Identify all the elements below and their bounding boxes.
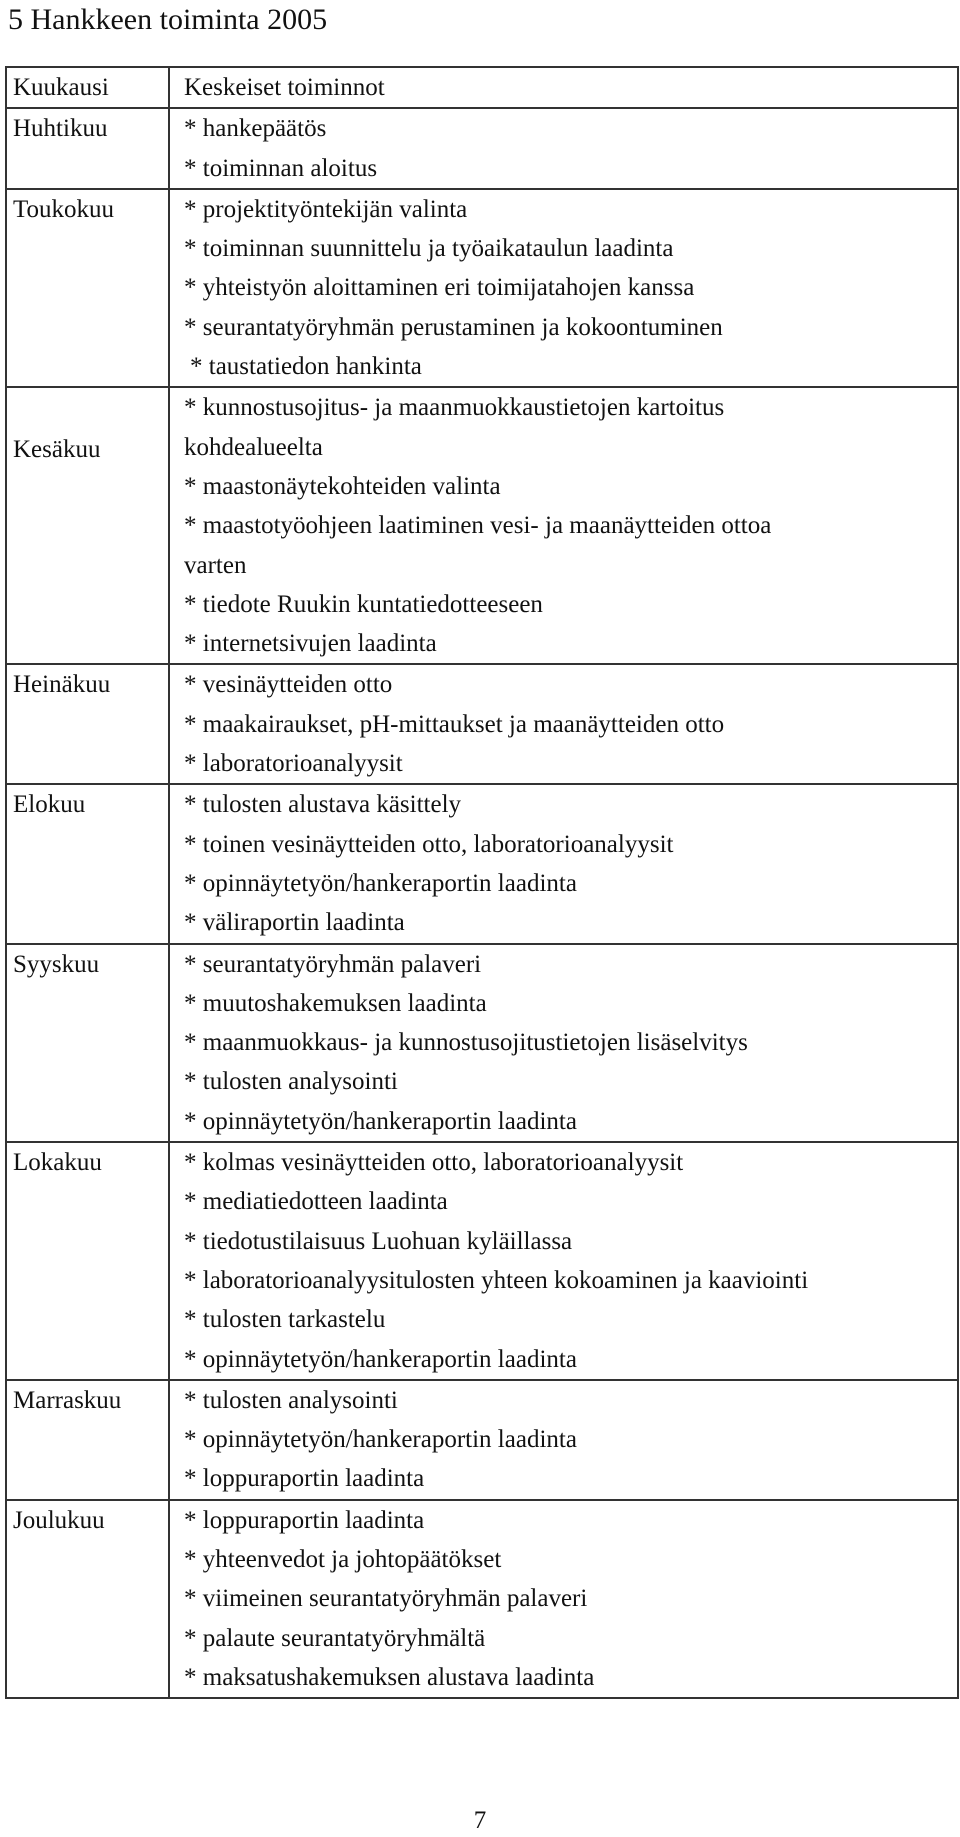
table-row <box>6 1500 958 1698</box>
activity-line: * laboratorioanalyysitulosten yhteen kokoaminen ja kaaviointi <box>184 1266 809 1294</box>
activity-line: * projektityöntekijän valinta <box>184 195 468 223</box>
activity-line: * opinnäytetyön/hankeraportin laadinta <box>184 1107 577 1135</box>
activity-line: * toiminnan suunnittelu ja työaikataulun laadinta <box>184 235 674 263</box>
activity-line: * muutoshakemuksen laadinta <box>184 989 487 1017</box>
activity-line: * tulosten analysointi <box>184 1068 398 1096</box>
month-label: Toukokuu <box>13 195 115 223</box>
month-label: Joulukuu <box>13 1506 105 1534</box>
activity-line: * väliraportin laadinta <box>184 909 405 937</box>
activity-line: * tiedote Ruukin kuntatiedotteeseen <box>184 590 543 618</box>
month-label: Kesäkuu <box>13 436 101 464</box>
month-cell <box>6 1142 169 1380</box>
month-cell <box>6 387 169 664</box>
month-cell <box>6 664 169 784</box>
month-cell <box>6 189 169 387</box>
table-row <box>6 108 958 189</box>
month-cell <box>6 1380 169 1500</box>
activity-line: * loppuraportin laadinta <box>184 1465 425 1493</box>
activity-line: * toinen vesinäytteiden otto, laboratorioanalyysit <box>184 830 674 858</box>
table-row <box>6 189 958 387</box>
table-row <box>6 944 958 1142</box>
table-header-row <box>6 67 958 108</box>
month-label: Heinäkuu <box>13 671 111 699</box>
activities-cell <box>169 784 958 943</box>
month-cell <box>6 944 169 1142</box>
activity-line: * vesinäytteiden otto <box>184 671 393 699</box>
activity-line: * kolmas vesinäytteiden otto, laboratorioanalyysit <box>184 1149 684 1177</box>
activity-line: * tulosten alustava käsittely <box>184 791 462 819</box>
month-label: Syyskuu <box>13 950 100 978</box>
table-row <box>6 784 958 943</box>
table-row <box>6 664 958 784</box>
activity-line: * taustatiedon hankinta <box>190 353 422 381</box>
activity-line: * opinnäytetyön/hankeraportin laadinta <box>184 869 577 897</box>
activity-line: * yhteenvedot ja johtopäätökset <box>184 1545 502 1573</box>
activities-cell <box>169 1142 958 1380</box>
activity-line: * loppuraportin laadinta <box>184 1506 425 1534</box>
activity-line: * viimeinen seurantatyöryhmän palaveri <box>184 1585 588 1613</box>
activity-line: * yhteistyön aloittaminen eri toimijatahojen kanssa <box>184 274 695 302</box>
month-label: Huhtikuu <box>13 115 108 143</box>
activity-line: * tulosten analysointi <box>184 1386 398 1414</box>
column-header-month: Kuukausi <box>6 67 169 108</box>
page-number: 7 <box>473 1807 487 1834</box>
activity-line: * internetsivujen laadinta <box>184 630 437 658</box>
table-row <box>6 1380 958 1500</box>
activity-line: * maanmuokkaus- ja kunnostusojitustietojen lisäselvitys <box>184 1029 748 1057</box>
activities-cell <box>169 108 958 189</box>
activities-cell <box>169 189 958 387</box>
month-label: Lokakuu <box>13 1149 102 1177</box>
activities-cell <box>169 664 958 784</box>
table-row <box>6 1142 958 1380</box>
month-cell <box>6 784 169 943</box>
activities-cell <box>169 387 958 664</box>
activities-cell <box>169 1500 958 1698</box>
activity-line: * kunnostusojitus- ja maanmuokkaustietojen kartoitus <box>184 394 725 422</box>
activities-cell <box>169 944 958 1142</box>
activity-line: * tulosten tarkastelu <box>184 1306 386 1334</box>
activity-line: * palaute seurantatyöryhmältä <box>184 1624 486 1652</box>
activity-line: * maakairaukset, pH-mittaukset ja maanäytteiden otto <box>184 710 725 738</box>
activity-line: * opinnäytetyön/hankeraportin laadinta <box>184 1345 577 1373</box>
activity-line: * mediatiedotteen laadinta <box>184 1188 448 1216</box>
activity-line: * hankepäätös <box>184 115 327 143</box>
activity-line: varten <box>184 551 247 579</box>
column-header-activities: Keskeiset toiminnot <box>169 67 958 108</box>
table-row <box>6 387 958 664</box>
month-cell <box>6 108 169 189</box>
page-heading: 5 Hankkeen toiminta 2005 <box>8 3 328 36</box>
month-label: Elokuu <box>13 791 86 819</box>
activity-line: * maastonäytekohteiden valinta <box>184 472 501 500</box>
activities-cell <box>169 1380 958 1500</box>
activity-line: * toiminnan aloitus <box>184 154 378 182</box>
month-label: Marraskuu <box>13 1386 122 1414</box>
activity-line: * maastotyöohjeen laatiminen vesi- ja maanäytteiden ottoa <box>184 512 772 540</box>
activity-line: * seurantatyöryhmän palaveri <box>184 950 482 978</box>
activity-line: * seurantatyöryhmän perustaminen ja kokoontuminen <box>184 313 723 341</box>
month-cell <box>6 1500 169 1698</box>
activity-line: kohdealueelta <box>184 433 323 461</box>
activity-line: * maksatushakemuksen alustava laadinta <box>184 1663 595 1691</box>
activity-line: * tiedotustilaisuus Luohuan kyläillassa <box>184 1227 573 1255</box>
activity-line: * laboratorioanalyysit <box>184 750 403 778</box>
activity-schedule-table <box>5 66 959 1699</box>
activity-line: * opinnäytetyön/hankeraportin laadinta <box>184 1426 577 1454</box>
